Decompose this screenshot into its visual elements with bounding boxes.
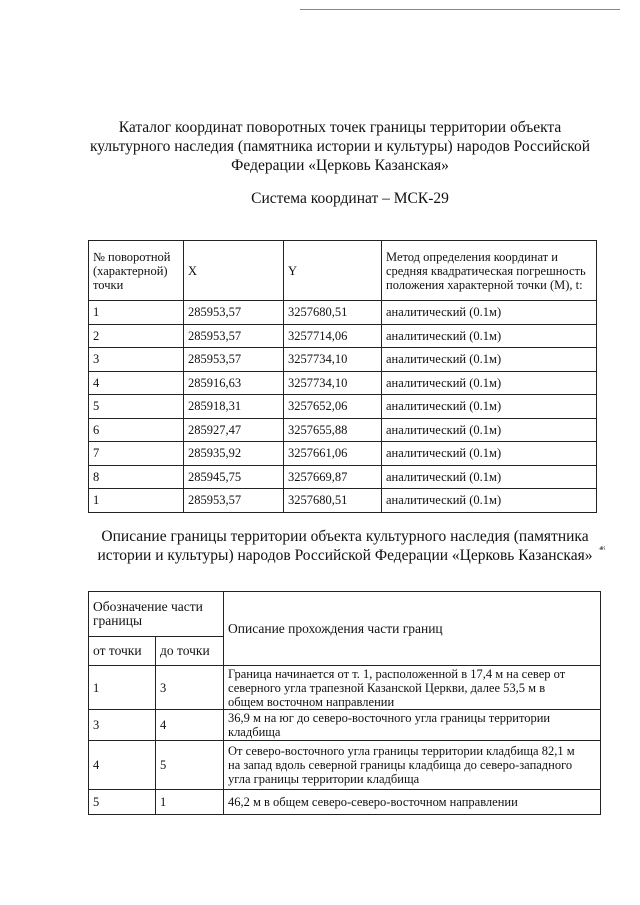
point-number: 7	[89, 442, 184, 466]
scan-edge-line	[300, 9, 620, 10]
from-point: 3	[89, 710, 156, 741]
description-line: Граница начинается от т. 1, расположенной в 17,4 м на север от	[228, 666, 566, 681]
description-title	[90, 527, 600, 565]
segment-description	[224, 710, 601, 741]
method: аналитический (0.1м)	[382, 489, 597, 513]
table-row	[89, 790, 601, 815]
table-row	[89, 418, 597, 442]
coord-x: 285953,57	[184, 348, 284, 372]
coord-y: 3257680,51	[284, 301, 382, 325]
method: аналитический (0.1м)	[382, 442, 597, 466]
table-row	[89, 710, 601, 741]
from-point: 5	[89, 790, 156, 815]
description-line: 36,9 м на юг до северо-восточного угла границы территории	[228, 711, 551, 725]
point-number: 4	[89, 371, 184, 395]
description-line: общем восточном направлении	[228, 694, 395, 709]
table-row	[89, 395, 597, 419]
point-number: 6	[89, 418, 184, 442]
coordinates-header-row	[89, 241, 597, 301]
point-number: 3	[89, 348, 184, 372]
coord-x: 285916,63	[184, 371, 284, 395]
description-line: От северо-восточного угла границы территории кладбища 82,1 м	[228, 744, 575, 758]
coord-x: 285953,57	[184, 324, 284, 348]
coord-y: 3257655,88	[284, 418, 382, 442]
method: аналитический (0.1м)	[382, 371, 597, 395]
description-line: 46,2 м в общем северо-северо-восточном направлении	[228, 795, 518, 809]
header-text: (характерной)	[93, 263, 168, 278]
coord-x: 285935,92	[184, 442, 284, 466]
description-line: кладбища	[228, 725, 281, 739]
table-row	[89, 301, 597, 325]
method: аналитический (0.1м)	[382, 324, 597, 348]
catalog-title-line: культурного наследия (памятника истории и культуры) народов Российской	[89, 138, 591, 155]
table-row	[89, 741, 601, 790]
header-text: Обозначение части	[93, 599, 203, 614]
segment-description	[224, 741, 601, 790]
point-number: 1	[89, 489, 184, 513]
method: аналитический (0.1м)	[382, 301, 597, 325]
coord-x: 285945,75	[184, 465, 284, 489]
method: аналитический (0.1м)	[382, 465, 597, 489]
coord-y: 3257652,06	[284, 395, 382, 419]
header-from-point: от точки	[89, 637, 156, 666]
catalog-title-line: Каталог координат поворотных точек границы территории объекта	[118, 119, 562, 136]
header-text: средняя квадратическая погрешность	[386, 263, 586, 278]
header-y: Y	[284, 241, 382, 301]
table-row	[89, 442, 597, 466]
coord-y: 3257714,06	[284, 324, 382, 348]
table-row	[89, 465, 597, 489]
header-point-number	[89, 241, 184, 301]
method: аналитический (0.1м)	[382, 348, 597, 372]
header-to-point: до точки	[156, 637, 224, 666]
catalog-title	[70, 118, 610, 175]
to-point: 5	[156, 741, 224, 790]
header-text: № поворотной	[93, 249, 171, 264]
point-number: 2	[89, 324, 184, 348]
coordinates-table	[88, 240, 597, 513]
margin-mark-icon: ☙	[598, 543, 607, 553]
from-point: 1	[89, 666, 156, 710]
header-description: Описание прохождения части границ	[224, 592, 601, 666]
boundary-description-table	[88, 591, 601, 815]
segment-description	[224, 666, 601, 710]
table-row	[89, 489, 597, 513]
table-row	[89, 348, 597, 372]
catalog-title-line: Федерации «Церковь Казанская»	[231, 157, 449, 174]
coord-y: 3257734,10	[284, 348, 382, 372]
from-point: 4	[89, 741, 156, 790]
coord-y: 3257680,51	[284, 489, 382, 513]
header-x: X	[184, 241, 284, 301]
coord-y: 3257734,10	[284, 371, 382, 395]
table-row	[89, 371, 597, 395]
description-title-line: Описание границы территории объекта культурного наследия (памятника	[101, 528, 589, 545]
table-row	[89, 324, 597, 348]
to-point: 3	[156, 666, 224, 710]
description-line: угла границы территории кладбища	[228, 772, 420, 786]
header-method	[382, 241, 597, 301]
table-row	[89, 666, 601, 710]
coord-x: 285927,47	[184, 418, 284, 442]
point-number: 1	[89, 301, 184, 325]
header-text: положения характерной точки (M), t:	[386, 277, 583, 292]
coord-y: 3257661,06	[284, 442, 382, 466]
segment-description	[224, 790, 601, 815]
description-line: на запад вдоль северной границы кладбища до северо-западного	[228, 758, 573, 772]
point-number: 5	[89, 395, 184, 419]
header-text: точки	[93, 277, 124, 292]
coord-x: 285953,57	[184, 301, 284, 325]
coord-x: 285953,57	[184, 489, 284, 513]
method: аналитический (0.1м)	[382, 418, 597, 442]
to-point: 4	[156, 710, 224, 741]
coord-y: 3257669,87	[284, 465, 382, 489]
description-line: северного угла трапезной Казанской Церкви, далее 53,5 м в	[228, 680, 546, 695]
coord-x: 285918,31	[184, 395, 284, 419]
method: аналитический (0.1м)	[382, 395, 597, 419]
to-point: 1	[156, 790, 224, 815]
description-title-line: истории и культуры) народов Российской Федерации «Церковь Казанская»	[97, 547, 593, 564]
header-text: Метод определения координат и	[386, 249, 558, 264]
point-number: 8	[89, 465, 184, 489]
coordinate-system: Система координат – МСК-29	[251, 190, 449, 207]
header-text: границы	[93, 613, 143, 628]
description-header-row	[89, 592, 601, 637]
header-boundary-part	[89, 592, 224, 637]
